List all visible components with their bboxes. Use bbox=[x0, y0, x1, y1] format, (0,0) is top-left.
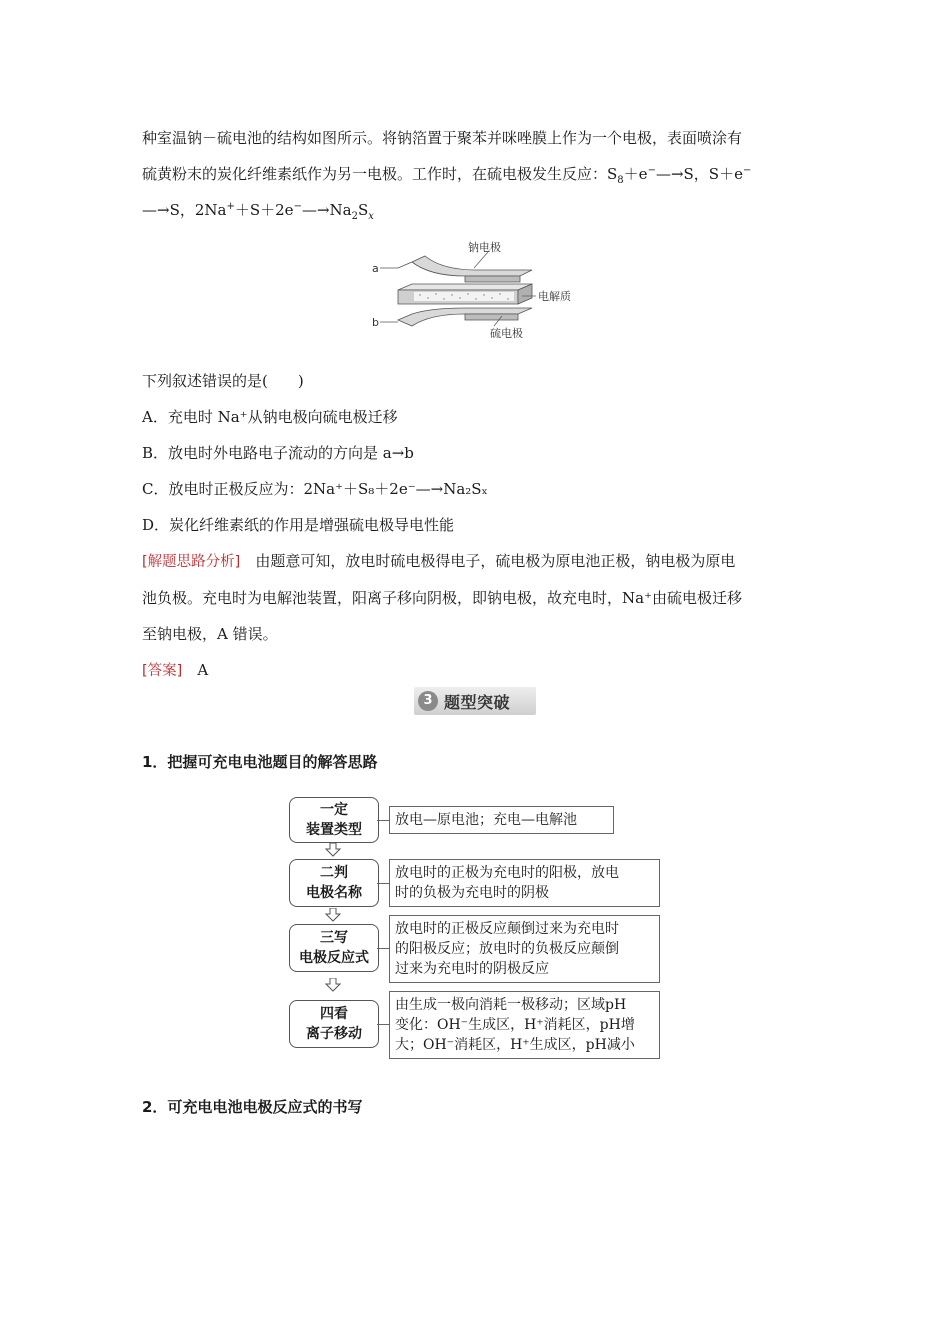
heading-2: 2．可充电电池电极反应式的书写 bbox=[142, 1098, 363, 1116]
step-1-box: 一定 装置类型 bbox=[289, 797, 379, 843]
section-number: 3 bbox=[418, 691, 438, 711]
option-d: D．炭化纤维素纸的作用是增强硫电极导电性能 bbox=[142, 516, 455, 534]
figure-label-a: a bbox=[372, 262, 379, 275]
step-4-connector bbox=[377, 1024, 389, 1025]
step-2-connector bbox=[377, 883, 389, 884]
down-arrow-icon bbox=[325, 908, 341, 922]
option-b: B．放电时外电路电子流动的方向是 a→b bbox=[142, 444, 414, 462]
step-3-desc: 放电时的正极反应颠倒过来为充电时 的阳极反应；放电时的负极反应颠倒 过来为充电时的阴极反应 bbox=[389, 915, 660, 983]
analysis-line-2: 池负极。充电时为电解池装置，阳离子移向阴极，即钠电极，故充电时，Na⁺由硫电极迁移 bbox=[142, 589, 742, 607]
step-3-box: 三写 电极反应式 bbox=[289, 924, 379, 972]
analysis-block bbox=[142, 543, 810, 689]
heading-1: 1．把握可充电电池题目的解答思路 bbox=[142, 753, 378, 771]
step-4-desc: 由生成一极向消耗一极移动；区域pH 变化：OH⁻生成区，H⁺消耗区，pH增 大；OH⁻消耗区，H⁺生成区，pH减小 bbox=[389, 991, 660, 1059]
down-arrow-icon bbox=[325, 978, 341, 992]
step-2-desc: 放电时的正极为充电时的阳极，放电 时的负极为充电时的阴极 bbox=[389, 859, 660, 907]
intro-line-2: 硫黄粉末的炭化纤维素纸作为另一电极。工作时，在硫电极发生反应：$S_8+e^-—\to S$，S＋e− bbox=[142, 165, 752, 186]
intro-line-3: —→S，$2Na^++S+2e^-—\to Na_2S_x$ bbox=[142, 201, 374, 222]
step-4-box: 四看 离子移动 bbox=[289, 1000, 379, 1048]
figure-label-sulfur-electrode: 硫电极 bbox=[490, 327, 523, 338]
down-arrow-icon bbox=[325, 843, 341, 857]
section-banner bbox=[414, 687, 536, 715]
option-c: C．放电时正极反应为：2Na⁺＋S₈＋2e⁻—→Na₂Sₓ bbox=[142, 480, 488, 498]
question-stem: 下列叙述错误的是( ) bbox=[142, 372, 304, 390]
analysis-line-3: 至钠电极，A 错误。 bbox=[142, 625, 278, 643]
intro-paragraph bbox=[142, 120, 810, 228]
answer-tag: [答案] bbox=[142, 663, 183, 679]
answer-value: A bbox=[197, 661, 209, 679]
answer-line bbox=[142, 652, 810, 689]
analysis-tag: [解题思路分析] bbox=[142, 554, 241, 570]
intro-line-1: 种室温钠－硫电池的结构如图所示。将钠箔置于聚苯并咪唑膜上作为一个电极，表面喷涂有 bbox=[142, 129, 743, 147]
option-a: A．充电时 Na⁺从钠电极向硫电极迁移 bbox=[142, 408, 398, 426]
analysis-line-1: [解题思路分析] 由题意可知，放电时硫电极得电子，硫电极为原电池正极，钠电极为原电 bbox=[142, 552, 736, 570]
figure-label-b: b bbox=[372, 316, 379, 329]
section-title: 题型突破 bbox=[444, 693, 511, 712]
figure-label-sodium-electrode: 钠电极 bbox=[468, 241, 501, 254]
question-block bbox=[142, 363, 810, 543]
step-2-box: 二判 电极名称 bbox=[289, 859, 379, 907]
battery-structure-figure bbox=[370, 238, 580, 338]
step-1-connector bbox=[377, 820, 389, 821]
step-3-connector bbox=[377, 948, 389, 949]
figure-label-electrolyte: 电解质 bbox=[538, 290, 571, 303]
step-1-desc: 放电—原电池；充电—电解池 bbox=[389, 806, 614, 834]
